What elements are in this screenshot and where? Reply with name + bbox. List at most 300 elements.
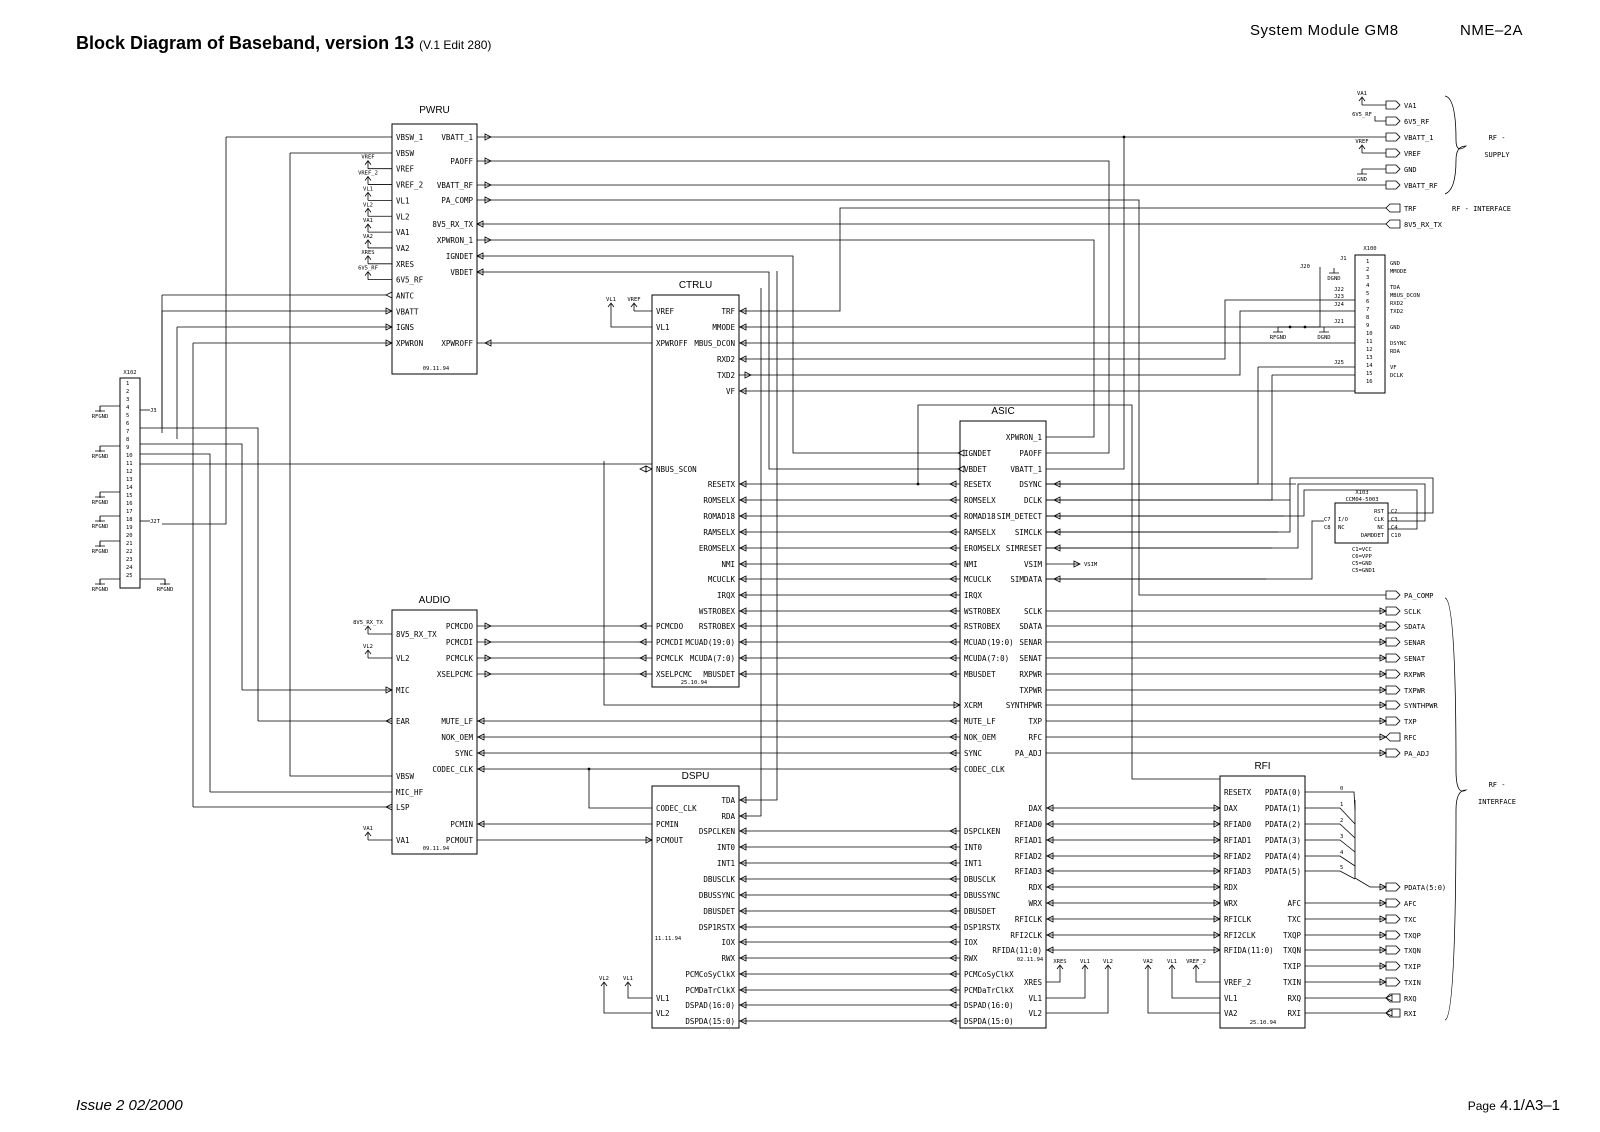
ground-symbol xyxy=(95,446,105,451)
supply-label: VA2 xyxy=(1143,959,1153,965)
x100-label-rda: RDA xyxy=(1390,349,1400,355)
asic-pin-rstrobex: RSTROBEX xyxy=(964,622,1001,631)
x102-pin-8: 8 xyxy=(126,437,130,443)
wire xyxy=(589,769,652,808)
arrow xyxy=(1386,1010,1392,1016)
x103-pinnum-c3: C3 xyxy=(1391,517,1398,523)
supply-label: VL2 xyxy=(363,202,373,209)
ctrlu-date: 25.10.94 xyxy=(680,680,708,686)
rf-interface-sdata: SDATA xyxy=(1404,623,1426,631)
x103-pinnum-c8: C8 xyxy=(1324,525,1331,531)
rf-interface-port xyxy=(1386,994,1400,1002)
asic-pin-rwx: RWX xyxy=(964,954,978,963)
rfi-pin-pdata-5: PDATA(5) xyxy=(1264,867,1301,876)
supply-symbol xyxy=(365,208,371,216)
wire xyxy=(1375,116,1386,121)
pwru-pin-xpwron: XPWRON xyxy=(396,339,424,349)
x103-note: C5=GND1 xyxy=(1352,568,1376,574)
asic-pin-rfc: RFC xyxy=(1028,733,1042,742)
x100-pin-12: 12 xyxy=(1366,347,1373,353)
pwru-pin-8v5-rx-tx: 8V5_RX_TX xyxy=(432,220,473,229)
audio-pin-pcmin: PCMIN xyxy=(450,820,473,829)
wire xyxy=(1305,856,1355,866)
supply-symbol xyxy=(365,192,371,200)
pdata-bit-5: 5 xyxy=(1340,865,1344,871)
x103-title: X103 xyxy=(1355,490,1369,496)
rfi-pin-vref-2: VREF_2 xyxy=(1224,978,1252,987)
x100-title: X100 xyxy=(1363,246,1377,252)
rf-interface-synthpwr: SYNTHPWR xyxy=(1404,702,1438,710)
rf-interface-port xyxy=(1386,220,1400,228)
pwru-pin-paoff: PAOFF xyxy=(450,157,473,166)
rfi-pin-txqp: TXQP xyxy=(1282,931,1301,940)
x102-pin-2: 2 xyxy=(126,389,130,395)
rfi-pin-rfiad3: RFIAD3 xyxy=(1224,867,1252,876)
supply-symbol xyxy=(365,832,371,840)
rf-interface-port xyxy=(1386,899,1400,907)
rf-interface-senar: SENAR xyxy=(1404,639,1426,647)
rf-interface-port xyxy=(1386,749,1400,757)
rf-interface-pa-comp: PA_COMP xyxy=(1404,592,1434,600)
x103-part: CCM04-5003 xyxy=(1345,497,1379,503)
arrow xyxy=(646,466,652,472)
x103-note: C6=VPP xyxy=(1352,554,1372,560)
asic-pin-vsim: VSIM xyxy=(1023,560,1042,569)
x102-pin-4: 4 xyxy=(126,405,130,411)
pwru-pin-va2: VA2 xyxy=(396,243,410,253)
supply-symbol xyxy=(365,224,371,232)
rf-interface-rxq: RXQ xyxy=(1404,995,1417,1003)
asic-pin-sclk: SCLK xyxy=(1023,607,1042,616)
pwru-pin-vbatt-1: VBATT_1 xyxy=(441,133,473,142)
asic-pin-dax: DAX xyxy=(1028,804,1042,813)
rfi-pin-rfiad2: RFIAD2 xyxy=(1224,852,1252,861)
rfi-pin-txip: TXIP xyxy=(1282,962,1301,971)
supply-symbol xyxy=(1145,965,1151,973)
x102-pin-15: 15 xyxy=(126,493,133,499)
x103-pin-nc: NC xyxy=(1338,525,1345,531)
wire xyxy=(140,428,392,721)
x100-testpoint: J23 xyxy=(1334,294,1344,300)
asic-pin-dbussync: DBUSSYNC xyxy=(964,891,1001,900)
rf-supply-port xyxy=(1386,181,1400,189)
rf-interface-port xyxy=(1386,670,1400,678)
asic-pin-synthpwr: SYNTHPWR xyxy=(1005,701,1042,710)
rf-interface-port xyxy=(1386,962,1400,970)
ground-symbol xyxy=(1357,169,1367,174)
supply-symbol xyxy=(1193,965,1199,973)
supply-symbol xyxy=(1359,145,1365,153)
dspu-date: 11.11.94 xyxy=(654,936,682,942)
rfi-pin-resetx: RESETX xyxy=(1224,788,1252,797)
asic-pin-mcuclk: MCUCLK xyxy=(964,575,992,584)
rfi-title: RFI xyxy=(1254,761,1271,772)
ctrlu-pin-pcmcdo: PCMCDO xyxy=(656,622,684,631)
ctrlu-pin-rxd2: RXD2 xyxy=(716,355,735,364)
x100-pin-11: 11 xyxy=(1366,339,1373,345)
supply-symbol xyxy=(1057,965,1063,973)
asic-pin-dspclken: DSPCLKEN xyxy=(964,827,1001,836)
asic-pin-dsync: DSYNC xyxy=(1019,480,1042,489)
asic-pin-int0: INT0 xyxy=(964,843,983,852)
x102-testpoint: J3 xyxy=(150,408,157,414)
pdata-bit-1: 1 xyxy=(1340,802,1344,808)
supply-symbol xyxy=(365,256,371,264)
rfi-pin-rfi2clk: RFI2CLK xyxy=(1224,931,1256,940)
dspu-pin-pcmin: PCMIN xyxy=(656,820,679,829)
dspu-pin-dspclken: DSPCLKEN xyxy=(698,827,735,836)
x100-pin-13: 13 xyxy=(1366,355,1373,361)
junction-dot xyxy=(588,768,591,771)
x102-pin-23: 23 xyxy=(126,557,133,563)
rf-interface-port xyxy=(1386,686,1400,694)
asic-pin-dspda-15-0: DSPDA(15:0) xyxy=(964,1017,1014,1026)
x100-label-mmode: MMODE xyxy=(1390,269,1407,275)
x102-pin-18: 18 xyxy=(126,517,133,523)
wire xyxy=(1148,973,1220,1013)
audio-pin-8v5-rx-tx: 8V5_RX_TX xyxy=(396,630,437,639)
x100-testpoint: J21 xyxy=(1334,319,1344,325)
asic-pin-mute-lf: MUTE_LF xyxy=(964,717,996,726)
wire xyxy=(140,444,392,690)
dspu-pin-dsp1rstx: DSP1RSTX xyxy=(698,923,735,932)
asic-pin-vl2: VL2 xyxy=(1028,1009,1042,1018)
rfi-pin-vl1: VL1 xyxy=(1224,994,1238,1003)
ground-symbol xyxy=(95,492,105,497)
x100-testpoint: J24 xyxy=(1334,302,1344,308)
ctrlu-pin-mcuda-7-0: MCUDA(7:0) xyxy=(689,654,735,663)
x102-pin-20: 20 xyxy=(126,533,133,539)
arrow xyxy=(386,292,392,298)
audio-pin-mic-hf: MIC_HF xyxy=(396,788,424,797)
rf-interface-port xyxy=(1386,654,1400,662)
rf-interface-port xyxy=(1386,204,1400,212)
ground-label: RFGND xyxy=(156,587,174,593)
wire xyxy=(1305,840,1355,852)
ctrlu-pin-resetx: RESETX xyxy=(707,480,735,489)
ctrlu-pin-vf: VF xyxy=(725,387,735,396)
dspu-pin-pcmcosyclkx: PCMCoSyClkX xyxy=(685,970,735,979)
ground-label: RFGND xyxy=(91,454,109,460)
pwru-pin-vref-2: VREF_2 xyxy=(396,180,424,190)
x100-pin-1: 1 xyxy=(1366,259,1370,265)
ctrlu-pin-pcmcdi: PCMCDI xyxy=(656,638,684,647)
dspu-pin-pcmdatrclkx: PCMDaTrClkX xyxy=(685,986,735,995)
asic-pin-wstrobex: WSTROBEX xyxy=(964,607,1001,616)
asic-pin-dsp1rstx: DSP1RSTX xyxy=(964,923,1001,932)
rf-interface-brace xyxy=(1445,598,1466,1020)
pwru-pin-vbsw-1: VBSW_1 xyxy=(396,133,424,142)
asic-pin-romad18: ROMAD18 xyxy=(964,512,996,521)
x100-label-gnd: GND xyxy=(1390,325,1400,331)
wire xyxy=(290,153,392,776)
rf-interface-rxpwr: RXPWR xyxy=(1404,671,1426,679)
pwru-pin-vbsw: VBSW xyxy=(396,148,415,158)
x100-label-mbus-dcon: MBUS_DCON xyxy=(1390,293,1420,299)
supply-symbol xyxy=(1359,97,1365,105)
pwru-pin-antc: ANTC xyxy=(396,291,415,301)
x102-pin-21: 21 xyxy=(126,541,133,547)
pwru-pin-vbatt-rf: VBATT_RF xyxy=(436,181,473,190)
pwru-pin-pa-comp: PA_COMP xyxy=(441,196,473,205)
rfi-pin-txin: TXIN xyxy=(1282,978,1301,987)
rf-interface-txqp: TXQP xyxy=(1404,932,1421,940)
supply-symbol xyxy=(365,161,371,169)
ctrlu-pin-rstrobex: RSTROBEX xyxy=(698,622,735,631)
x100-pin-2: 2 xyxy=(1366,267,1370,273)
x103-pinnum-c10: C10 xyxy=(1391,533,1401,539)
dspu-pin-codec-clk: CODEC_CLK xyxy=(656,804,697,813)
vsim-out-label: VSIM xyxy=(1084,562,1098,568)
dspu-pin-vl1: VL1 xyxy=(656,994,670,1003)
rfi-pin-pdata-3: PDATA(3) xyxy=(1264,836,1301,845)
ground-label: DGND xyxy=(1327,276,1341,282)
asic-date: 02.11.94 xyxy=(1016,957,1044,963)
rfi-pin-pdata-1: PDATA(1) xyxy=(1264,804,1301,813)
rfi-pin-wrx: WRX xyxy=(1224,899,1238,908)
x102-pin-16: 16 xyxy=(126,501,133,507)
wire xyxy=(1305,871,1355,879)
x100-testpoint: J22 xyxy=(1334,287,1344,293)
rf-interface-txin: TXIN xyxy=(1404,979,1421,987)
audio-title: AUDIO xyxy=(418,595,451,606)
asic-pin-vbatt-1: VBATT_1 xyxy=(1010,465,1042,474)
asic-title: ASIC xyxy=(991,406,1015,417)
rf-interface-label: INTERFACE xyxy=(1478,798,1516,806)
asic-pin-dbusdet: DBUSDET xyxy=(964,907,996,916)
rf-interface-port xyxy=(1386,701,1400,709)
x102-pin-5: 5 xyxy=(126,413,130,419)
ground-symbol xyxy=(1273,327,1283,332)
dspu-pin-dbussync: DBUSSYNC xyxy=(698,891,735,900)
x103-pin-nc: NC xyxy=(1377,525,1384,531)
ground-symbol xyxy=(1329,268,1339,273)
rfi-pin-rfiad1: RFIAD1 xyxy=(1224,836,1252,845)
ground-label: DGND xyxy=(1317,335,1331,341)
pwru-pin-vl2: VL2 xyxy=(396,212,410,222)
rf-interface-port xyxy=(1386,717,1400,725)
x102-pin-9: 9 xyxy=(126,445,130,451)
x102-pin-7: 7 xyxy=(126,429,130,435)
rf-interface-txc: TXC xyxy=(1404,916,1417,924)
asic-pin-rfi2clk: RFI2CLK xyxy=(1010,931,1042,940)
supply-label: VL1 xyxy=(1167,959,1177,965)
rfi-pin-pdata-0: PDATA(0) xyxy=(1264,788,1301,797)
asic-pin-rfiad1: RFIAD1 xyxy=(1014,836,1042,845)
wire xyxy=(1305,792,1355,810)
asic-pin-int1: INT1 xyxy=(964,859,983,868)
x103-pinnum-c4: C4 xyxy=(1391,525,1398,531)
asic-pin-rfiad3: RFIAD3 xyxy=(1014,867,1042,876)
rf-interface-senat: SENAT xyxy=(1404,655,1426,663)
rf-interface-port xyxy=(1386,946,1400,954)
ctrlu-pin-trf: TRF xyxy=(721,307,735,316)
wire xyxy=(1046,375,1272,500)
title-edit: (V.1 Edit 280) xyxy=(419,38,492,52)
supply-symbol xyxy=(365,177,371,185)
x100-pin-10: 10 xyxy=(1366,331,1373,337)
pwru-title: PWRU xyxy=(419,105,450,116)
supply-symbol xyxy=(1082,965,1088,973)
asic-pin-vbdet: VBDET xyxy=(964,465,987,474)
asic-pin-sync: SYNC xyxy=(964,749,983,758)
supply-label: XRES xyxy=(1053,959,1067,965)
supply-symbol xyxy=(365,272,371,280)
x102-pin-14: 14 xyxy=(126,485,133,491)
pwru-pin-vl1: VL1 xyxy=(396,196,410,206)
arrow xyxy=(1386,995,1392,1001)
pwru-pin-vbatt: VBATT xyxy=(396,307,419,317)
asic-pin-igndet: IGNDET xyxy=(964,449,992,458)
supply-label: VL2 xyxy=(363,644,373,650)
asic-pin-rfiad0: RFIAD0 xyxy=(1014,820,1042,829)
x103-pinnum-c2: C2 xyxy=(1391,509,1398,515)
supply-symbol xyxy=(625,982,631,990)
x100-label-dclk: DCLK xyxy=(1390,373,1404,379)
rf-interface-8v5-rx-tx: 8V5_RX_TX xyxy=(1404,221,1442,229)
ctrlu-pin-mmode: MMODE xyxy=(712,323,735,332)
rf-interface-txip: TXIP xyxy=(1404,963,1421,971)
x100-testpoint: J1 xyxy=(1340,256,1347,262)
rf-interface-txp: TXP xyxy=(1404,718,1417,726)
x102-pin-3: 3 xyxy=(126,397,130,403)
pdata-bit-2: 2 xyxy=(1340,818,1344,824)
rfi-pin-pdata-4: PDATA(4) xyxy=(1264,852,1301,861)
asic-pin-simclk: SIMCLK xyxy=(1014,528,1042,537)
ctrlu-pin-vref: VREF xyxy=(656,307,675,316)
dspu-title: DSPU xyxy=(681,771,710,782)
wire xyxy=(1046,367,1258,484)
pdata-bit-3: 3 xyxy=(1340,834,1344,840)
ground-label: GND xyxy=(1357,177,1367,183)
blocks xyxy=(95,96,1466,1028)
dspu-pin-rda: RDA xyxy=(721,812,735,821)
x102-pin-22: 22 xyxy=(126,549,133,555)
x102-pin-24: 24 xyxy=(126,565,133,571)
audio-pin-vl2: VL2 xyxy=(396,654,410,663)
x103-pin-rst: RST xyxy=(1374,509,1384,515)
rf-interface-txpwr: TXPWR xyxy=(1404,687,1426,695)
rfi-pin-rdx: RDX xyxy=(1224,883,1238,892)
junction-dot xyxy=(1289,326,1292,329)
supply-symbol xyxy=(631,303,637,311)
junction-dot xyxy=(1304,326,1307,329)
audio-pin-pcmcdi: PCMCDI xyxy=(445,638,473,647)
x100-label-txd2: TXD2 xyxy=(1390,309,1404,315)
ground-label: RFGND xyxy=(91,524,109,530)
supply-label: VREF_2 xyxy=(358,170,378,177)
x102-pin-1: 1 xyxy=(126,381,130,387)
supply-label: VL1 xyxy=(1080,959,1090,965)
wire xyxy=(1305,824,1355,838)
rfi-pin-dax: DAX xyxy=(1224,804,1238,813)
rf-interface-txqn: TXQN xyxy=(1404,947,1421,955)
supply-symbol xyxy=(365,626,371,634)
rf-supply-6v5-rf: 6V5_RF xyxy=(1404,118,1430,126)
x100-label-tda: TDA xyxy=(1390,285,1400,291)
supply-label: VA1 xyxy=(363,218,373,225)
issue-label: Issue 2 02/2000 xyxy=(76,1097,183,1114)
rf-supply-label: RF - xyxy=(1488,134,1506,142)
supply-symbol xyxy=(601,982,607,990)
x100-pin-16: 16 xyxy=(1366,379,1373,385)
asic-pin-sdata: SDATA xyxy=(1019,622,1042,631)
rf-supply-port xyxy=(1386,165,1400,173)
asic-pin-senat: SENAT xyxy=(1019,654,1042,663)
rf-supply-gnd: GND xyxy=(1404,166,1417,174)
rf-supply-port xyxy=(1386,101,1400,109)
x102-pin-17: 17 xyxy=(126,509,133,515)
x102-title: X102 xyxy=(123,370,137,376)
rfi-pin-va2: VA2 xyxy=(1224,1009,1238,1018)
wire xyxy=(1355,800,1386,887)
wire xyxy=(477,824,652,840)
x103-pinnum-c7: C7 xyxy=(1324,517,1331,523)
dspu-pin-vl2: VL2 xyxy=(656,1009,670,1018)
rf-interface-afc: AFC xyxy=(1404,900,1417,908)
dspu-pin-int1: INT1 xyxy=(716,859,735,868)
wire xyxy=(1046,137,1124,469)
rfi-pin-rfida-11-0: RFIDA(11:0) xyxy=(1224,946,1274,955)
dspu-pin-pcmout: PCMOUT xyxy=(656,836,684,845)
rf-interface-port xyxy=(1386,883,1400,891)
pwru-pin-xres: XRES xyxy=(396,259,415,269)
ctrlu-title: CTRLU xyxy=(678,280,713,291)
asic-pin-resetx: RESETX xyxy=(964,480,992,489)
asic-pin-rficlk: RFICLK xyxy=(1014,915,1042,924)
pdata-bit-0: 0 xyxy=(1340,786,1344,792)
rf-supply-vref: VREF xyxy=(1404,150,1421,158)
dspu-pin-tda: TDA xyxy=(721,796,735,805)
rf-interface-port xyxy=(1386,591,1400,599)
pwru-pin-igns: IGNS xyxy=(396,323,415,333)
asic-pin-pa-adj: PA_ADJ xyxy=(1014,749,1042,758)
dspu-pin-dbusclk: DBUSCLK xyxy=(703,875,735,884)
ctrlu-pin-vl1: VL1 xyxy=(656,323,670,332)
x102-pin-19: 19 xyxy=(126,525,133,531)
pdata-bit-4: 4 xyxy=(1340,850,1344,856)
wire xyxy=(1196,973,1220,982)
asic-pin-paoff: PAOFF xyxy=(1019,449,1042,458)
asic-pin-wrx: WRX xyxy=(1028,899,1042,908)
ground-symbol xyxy=(1319,327,1329,332)
wire xyxy=(1046,973,1060,982)
title-text: Block Diagram of Baseband, version 13 xyxy=(76,33,415,53)
rfi-pin-txc: TXC xyxy=(1287,915,1301,924)
ground-label: RFGND xyxy=(91,549,109,555)
x100-label-gnd: GND xyxy=(1390,261,1400,267)
rfi-pin-afc: AFC xyxy=(1287,899,1301,908)
ground-label: RFGND xyxy=(91,500,109,506)
pwru-pin-6v5-rf: 6V5_RF xyxy=(396,275,424,285)
ctrlu-pin-xpwroff: XPWROFF xyxy=(656,339,688,348)
ctrlu-pin-mcuclk: MCUCLK xyxy=(707,575,735,584)
ground-label: RFGND xyxy=(91,587,109,593)
rf-interface-port xyxy=(1386,1009,1400,1017)
asic-pin-dbusclk: DBUSCLK xyxy=(964,875,996,884)
rf-interface-port xyxy=(1386,931,1400,939)
supply-label: VA1 xyxy=(363,826,373,832)
pwru-date: 09.11.94 xyxy=(422,366,450,372)
rfi-pin-rxi: RXI xyxy=(1287,1009,1301,1018)
asic-pin-simreset: SIMRESET xyxy=(1005,544,1042,553)
asic-pin-txpwr: TXPWR xyxy=(1019,686,1042,695)
asic-pin-mcuda-7-0: MCUDA(7:0) xyxy=(964,654,1010,663)
asic-pin-nok-oem: NOK_OEM xyxy=(964,733,996,742)
asic-pin-xres: XRES xyxy=(1023,978,1042,987)
arrow xyxy=(640,466,646,472)
ctrlu-pin-mcuad-19-0: MCUAD(19:0) xyxy=(685,638,735,647)
